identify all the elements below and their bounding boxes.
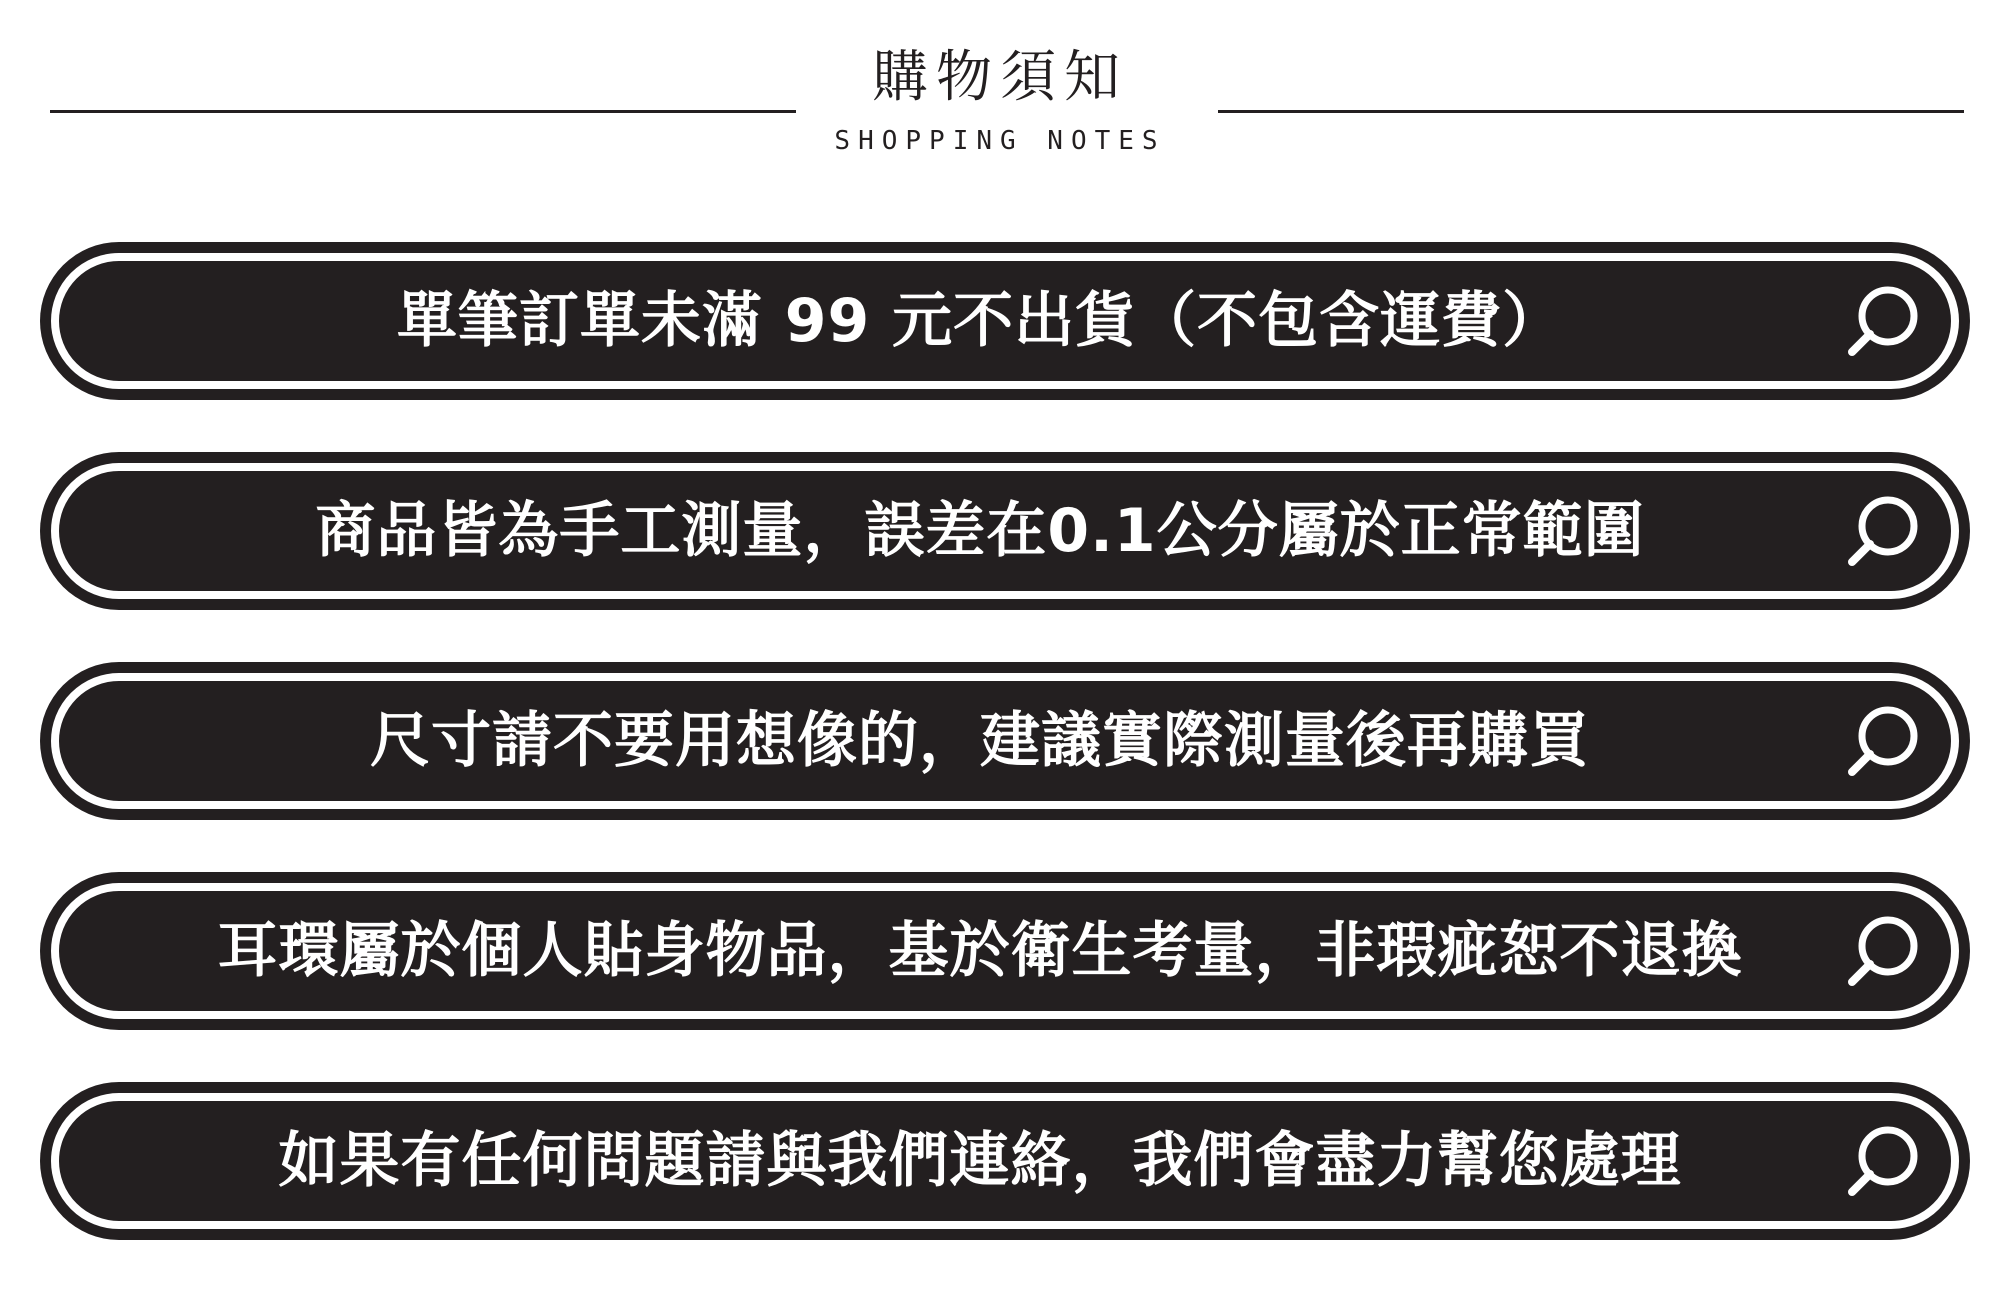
header-rule-right bbox=[1218, 110, 1964, 113]
page-title: 購物須知 bbox=[872, 45, 1128, 110]
note-text: 尺寸請不要用想像的，建議實際測量後再購買 bbox=[370, 706, 1590, 776]
note-text: 商品皆為手工測量，誤差在0.1公分屬於正常範圍 bbox=[315, 496, 1645, 566]
notes-list bbox=[40, 242, 1970, 1292]
note-text: 耳環屬於個人貼身物品，基於衛生考量，非瑕疵恕不退換 bbox=[217, 916, 1743, 986]
search-icon[interactable] bbox=[1842, 1122, 1922, 1202]
note-item bbox=[40, 452, 1970, 610]
note-item bbox=[40, 242, 1970, 400]
search-icon[interactable] bbox=[1842, 702, 1922, 782]
note-item bbox=[40, 872, 1970, 1030]
search-icon[interactable] bbox=[1842, 282, 1922, 362]
page-subtitle: SHOPPING NOTES bbox=[834, 126, 1166, 156]
note-item bbox=[40, 1082, 1970, 1240]
note-text: 如果有任何問題請與我們連絡，我們會盡力幫您處理 bbox=[278, 1126, 1682, 1196]
header-rule-left bbox=[50, 110, 796, 113]
note-item bbox=[40, 662, 1970, 820]
search-icon[interactable] bbox=[1842, 912, 1922, 992]
search-icon[interactable] bbox=[1842, 492, 1922, 572]
note-text: 單筆訂單未滿 99 元不出貨（不包含運費） bbox=[396, 286, 1564, 356]
page-header bbox=[0, 0, 2000, 180]
